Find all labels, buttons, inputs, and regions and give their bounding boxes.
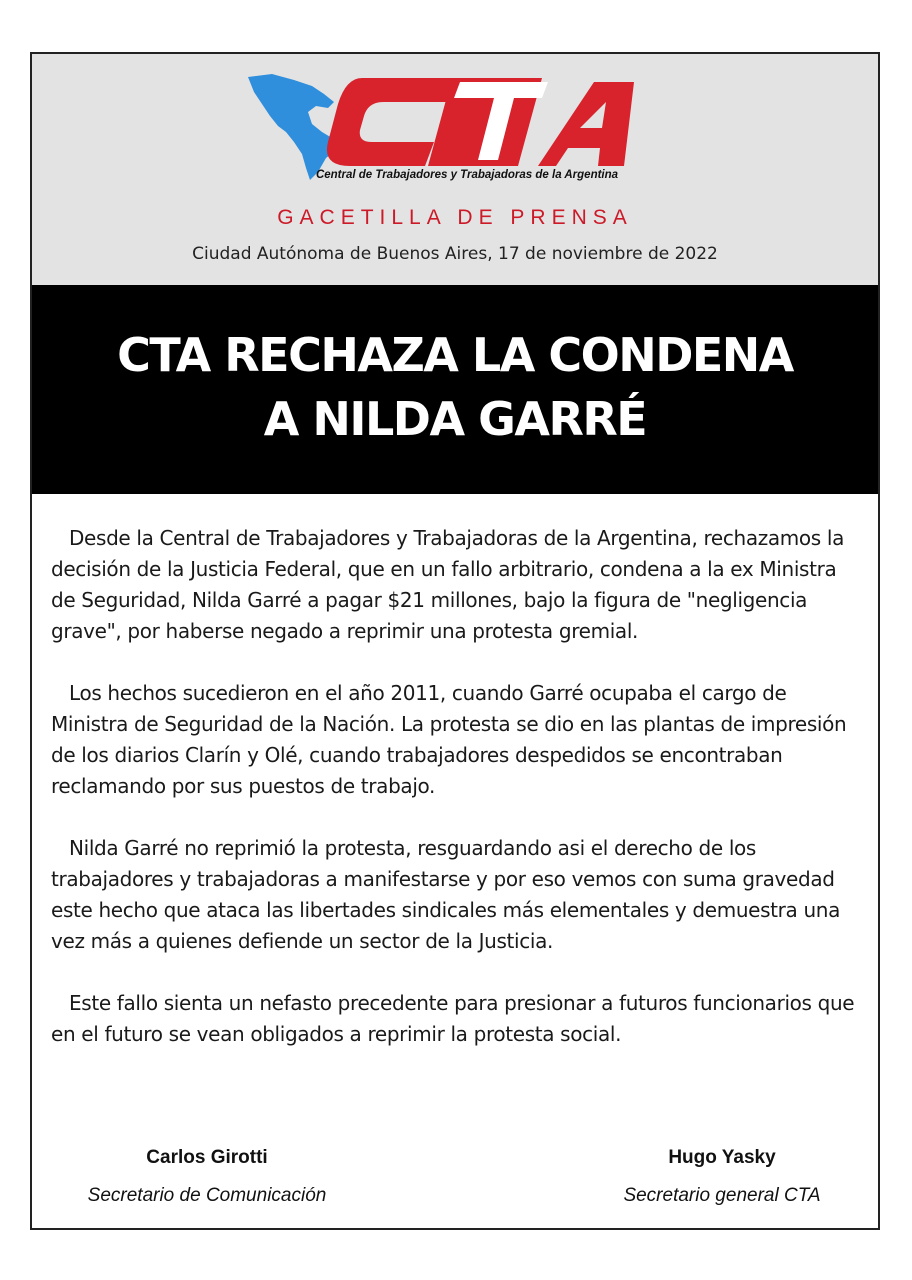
headline-line-2: A NILDA GARRÉ bbox=[263, 392, 647, 446]
signatory-role: Secretario de Comunicación bbox=[87, 1185, 327, 1206]
signature-left bbox=[72, 1146, 342, 1208]
press-release-label: GACETILLA DE PRENSA bbox=[277, 206, 633, 229]
press-release-sheet bbox=[30, 52, 880, 1230]
organization-name: Central de Trabajadores y Trabajadoras de la Argentina bbox=[315, 169, 619, 181]
signatory-name: Carlos Girotti bbox=[146, 1147, 268, 1168]
signatory-name: Hugo Yasky bbox=[668, 1147, 776, 1168]
body-text bbox=[51, 523, 863, 1081]
paragraph: Los hechos sucedieron en el año 2011, cuando Garré ocupaba el cargo de Ministra de Seguridad de la Nación. La protesta se dio en las plantas de impresión de los diarios Clarín y Olé, cuando trabajadores despedidos se encontraban reclamando por sus puestos de trabajo. bbox=[51, 681, 847, 798]
logo-letter-a bbox=[538, 82, 634, 166]
cta-logo bbox=[242, 72, 662, 202]
paragraph: Este fallo sienta un nefasto precedente para presionar a futuros funcionarios que en el futuro se vean obligados a reprimir la protesta social. bbox=[51, 991, 855, 1046]
logo-text: CTA bbox=[242, 72, 244, 73]
latin-america-map-icon bbox=[248, 74, 336, 180]
headline-band bbox=[32, 285, 878, 494]
headline bbox=[32, 323, 878, 451]
signatory-role: Secretario general CTA bbox=[623, 1185, 821, 1206]
cta-logo-graphic bbox=[242, 72, 662, 182]
place-date: Ciudad Autónoma de Buenos Aires, 17 de noviembre de 2022 bbox=[192, 244, 718, 264]
headline-line-1: CTA RECHAZA LA CONDENA bbox=[117, 328, 793, 382]
header-band bbox=[32, 54, 878, 285]
signature-right bbox=[612, 1146, 832, 1208]
paragraph: Desde la Central de Trabajadores y Trabajadoras de la Argentina, rechazamos la decisión de la Justicia Federal, que en un fallo arbitrario, condena a la ex Ministra de Seguridad, Nilda Garré a pagar $21 millones, bajo la figura de "negligencia grave", por haberse negado a reprimir una protesta gremial. bbox=[51, 526, 844, 643]
paragraph: Nilda Garré no reprimió la protesta, resguardando asi el derecho de los trabajadores y trabajadoras a manifestarse y por eso vemos con suma gravedad este hecho que ataca las libertades sindicales más elementales y demuestra una vez más a quienes defiende un sector de la Justicia. bbox=[51, 836, 841, 953]
